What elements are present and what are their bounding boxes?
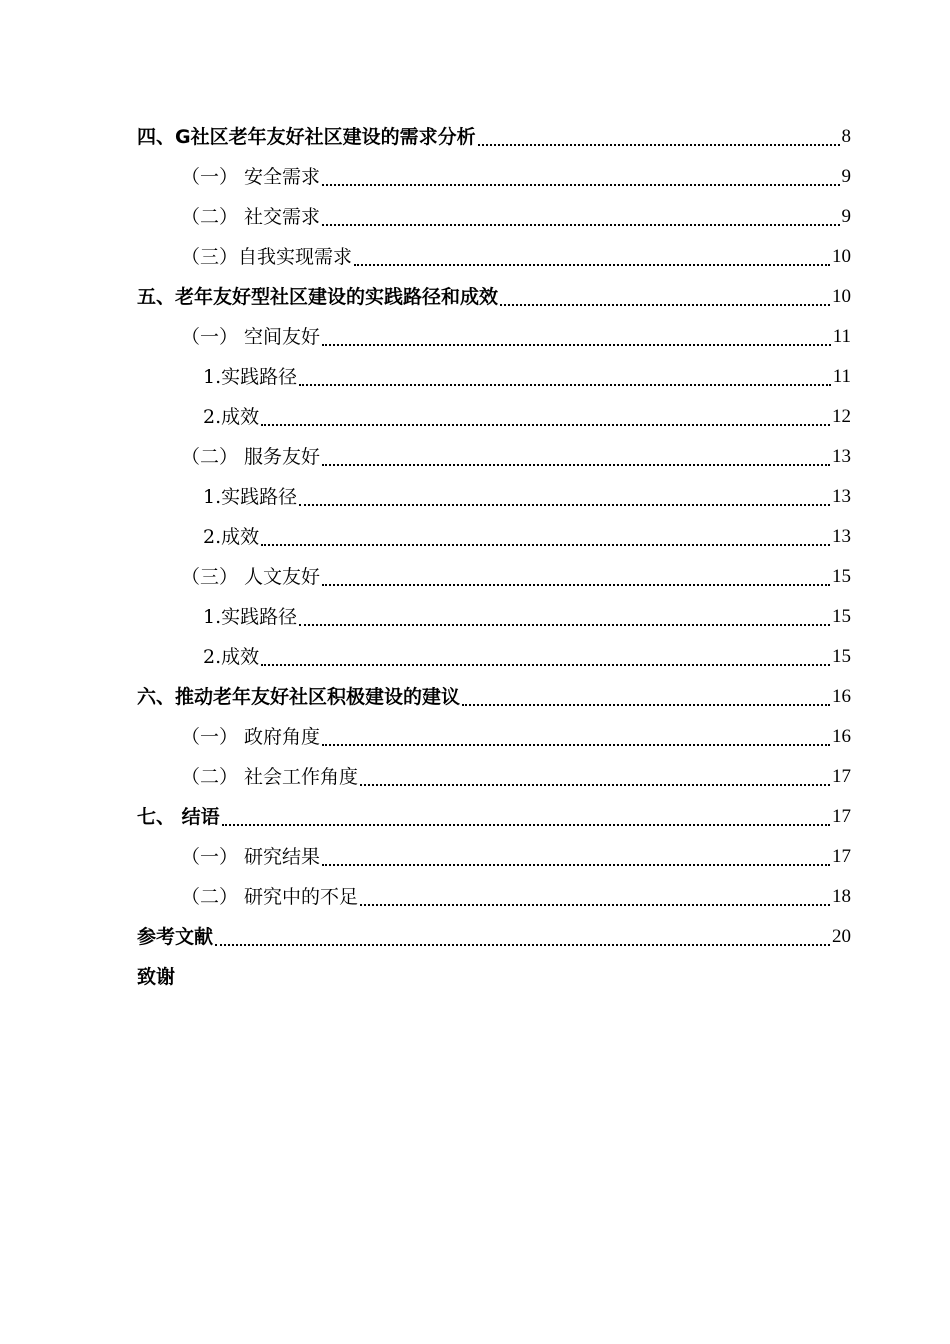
toc-entry-section-5[interactable] — [137, 277, 851, 317]
toc-entry-title: 1.实践路径 — [203, 366, 298, 388]
dot-leader — [261, 543, 830, 546]
toc-entry-page: 16 — [832, 726, 851, 747]
toc-entry-title: 1.实践路径 — [203, 606, 298, 628]
table-of-contents — [137, 117, 851, 997]
toc-entry-section-6[interactable] — [137, 677, 851, 717]
toc-entry-research-results[interactable] — [137, 837, 851, 877]
toc-entry-title: 2.成效 — [203, 646, 260, 668]
toc-entry-government-perspective[interactable] — [137, 717, 851, 757]
dot-leader — [322, 183, 839, 186]
toc-entry-practice-path[interactable] — [137, 597, 851, 637]
toc-entry-page: 13 — [832, 526, 851, 547]
toc-entry-page: 18 — [832, 886, 851, 907]
dot-leader — [360, 783, 830, 786]
toc-entry-page: 12 — [832, 406, 851, 427]
toc-entry-title: （二） 服务友好 — [181, 446, 321, 468]
toc-entry-title: （二） 社会工作角度 — [181, 766, 359, 788]
toc-entry-title: 2.成效 — [203, 526, 260, 548]
dot-leader — [299, 503, 830, 506]
toc-entry-page: 16 — [832, 686, 851, 707]
toc-entry-section-7[interactable] — [137, 797, 851, 837]
toc-entry-page: 15 — [832, 566, 851, 587]
dot-leader — [354, 263, 830, 266]
dot-leader — [322, 463, 830, 466]
toc-entry-page: 10 — [832, 246, 851, 267]
toc-entry-page: 20 — [832, 926, 851, 947]
toc-entry-title: 1.实践路径 — [203, 486, 298, 508]
dot-leader — [322, 583, 830, 586]
dot-leader — [261, 423, 830, 426]
toc-entry-page: 17 — [832, 766, 851, 787]
toc-entry-page: 11 — [832, 326, 851, 347]
toc-entry-practice-path[interactable] — [137, 357, 851, 397]
toc-entry-social-work-perspective[interactable] — [137, 757, 851, 797]
toc-entry-page: 9 — [841, 206, 851, 227]
toc-entry-results[interactable] — [137, 397, 851, 437]
toc-entry-title: 2.成效 — [203, 406, 260, 428]
toc-entry-page: 15 — [832, 646, 851, 667]
toc-entry-title: 致谢 — [137, 966, 176, 988]
toc-entry-page: 17 — [832, 846, 851, 867]
toc-entry-section-4[interactable] — [137, 117, 851, 157]
toc-entry-title: （一） 空间友好 — [181, 326, 321, 348]
dot-leader — [322, 223, 839, 226]
toc-entry-page: 13 — [832, 446, 851, 467]
toc-entry-page: 10 — [832, 286, 851, 307]
toc-entry-page: 11 — [832, 366, 851, 387]
toc-entry-acknowledgements[interactable] — [137, 957, 851, 997]
toc-entry-self-actualization[interactable] — [137, 237, 851, 277]
toc-entry-social-needs[interactable] — [137, 197, 851, 237]
dot-leader — [215, 943, 830, 946]
toc-entry-page: 8 — [841, 126, 851, 147]
toc-entry-title: 六、推动老年友好社区积极建设的建议 — [137, 686, 461, 708]
dot-leader — [360, 903, 830, 906]
toc-entry-title: （一） 安全需求 — [181, 166, 321, 188]
toc-entry-title: （二） 社交需求 — [181, 206, 321, 228]
toc-entry-results[interactable] — [137, 637, 851, 677]
toc-entry-title: （一） 研究结果 — [181, 846, 321, 868]
toc-entry-title: （三） 人文友好 — [181, 566, 321, 588]
dot-leader — [500, 303, 830, 306]
toc-entry-title: 四、G社区老年友好社区建设的需求分析 — [137, 126, 476, 148]
dot-leader — [299, 383, 831, 386]
toc-entry-space-friendly[interactable] — [137, 317, 851, 357]
toc-entry-safety-needs[interactable] — [137, 157, 851, 197]
toc-entry-service-friendly[interactable] — [137, 437, 851, 477]
dot-leader — [478, 143, 840, 146]
dot-leader — [222, 823, 830, 826]
toc-entry-title: （三）自我实现需求 — [181, 246, 353, 268]
toc-entry-page: 9 — [841, 166, 851, 187]
toc-entry-title: 七、 结语 — [137, 806, 220, 828]
toc-entry-research-limitations[interactable] — [137, 877, 851, 917]
toc-entry-page: 15 — [832, 606, 851, 627]
dot-leader — [322, 743, 830, 746]
dot-leader — [462, 703, 830, 706]
dot-leader — [299, 623, 830, 626]
dot-leader — [261, 663, 830, 666]
toc-entry-page: 13 — [832, 486, 851, 507]
toc-entry-title: （一） 政府角度 — [181, 726, 321, 748]
toc-entry-title: （二） 研究中的不足 — [181, 886, 359, 908]
toc-entry-page: 17 — [832, 806, 851, 827]
toc-entry-practice-path[interactable] — [137, 477, 851, 517]
toc-entry-title: 参考文献 — [137, 926, 214, 948]
toc-entry-humanistic-friendly[interactable] — [137, 557, 851, 597]
toc-entry-title: 五、老年友好型社区建设的实践路径和成效 — [137, 286, 499, 308]
toc-entry-references[interactable] — [137, 917, 851, 957]
dot-leader — [322, 343, 831, 346]
toc-entry-results[interactable] — [137, 517, 851, 557]
dot-leader — [322, 863, 830, 866]
